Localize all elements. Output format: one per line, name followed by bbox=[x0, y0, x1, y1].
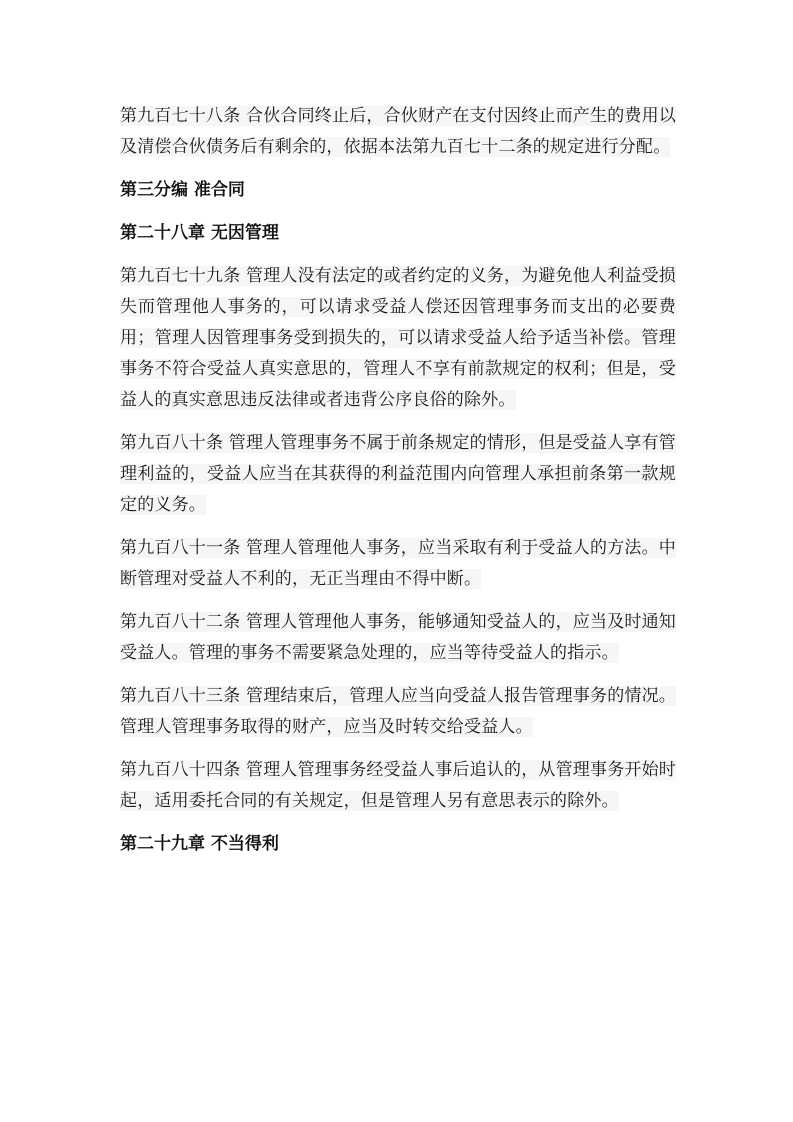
article-982-text: 第九百八十二条 管理人管理他人事务，能够通知受益人的，应当及时通知受益人。管理的事务不需要紧急处理的，应当等待受益人的指示。 bbox=[120, 612, 677, 663]
article-983-text: 第九百八十三条 管理结束后，管理人应当向受益人报告管理事务的情况。管理人管理事务取得的财产，应当及时转交给受益人。 bbox=[120, 686, 677, 737]
chapter-heading-29: 第二十九章 不当得利 bbox=[120, 834, 279, 854]
article-978 bbox=[120, 101, 676, 163]
article-982 bbox=[120, 607, 676, 669]
article-981 bbox=[120, 533, 676, 595]
document-page bbox=[120, 101, 676, 872]
article-983 bbox=[120, 681, 676, 743]
article-979 bbox=[120, 261, 676, 416]
article-980-text: 第九百八十条 管理人管理事务不属于前条规定的情形，但是受益人享有管理利益的，受益人应当在其获得的利益范围内向管理人承担前条第一款规定的义务。 bbox=[120, 433, 677, 515]
article-980 bbox=[120, 428, 676, 521]
article-979-text: 第九百七十九条 管理人没有法定的或者约定的义务，为避免他人利益受损失而管理他人事务的，可以请求受益人偿还因管理事务而支出的必要费用；管理人因管理事务受到损失的，可以请求受益人给予适当补偿。管理事务不符合受益人真实意思的，管理人不享有前款规定的权利；但是，受益人的真实意思违反法律或者违背公序良俗的除外。 bbox=[120, 266, 677, 410]
article-978-text: 第九百七十八条 合伙合同终止后，合伙财产在支付因终止而产生的费用以及清偿合伙债务后有剩余的，依据本法第九百七十二条的规定进行分配。 bbox=[120, 106, 677, 157]
chapter-heading-28: 第二十八章 无因管理 bbox=[120, 223, 279, 243]
subpart-heading-quasi-contract: 第三分编 准合同 bbox=[120, 180, 245, 200]
article-984-text: 第九百八十四条 管理人管理事务经受益人事后追认的，从管理事务开始时起，适用委托合同的有关规定，但是管理人另有意思表示的除外。 bbox=[120, 760, 677, 811]
article-984 bbox=[120, 755, 676, 817]
article-981-text: 第九百八十一条 管理人管理他人事务，应当采取有利于受益人的方法。中断管理对受益人不利的，无正当理由不得中断。 bbox=[120, 538, 677, 589]
